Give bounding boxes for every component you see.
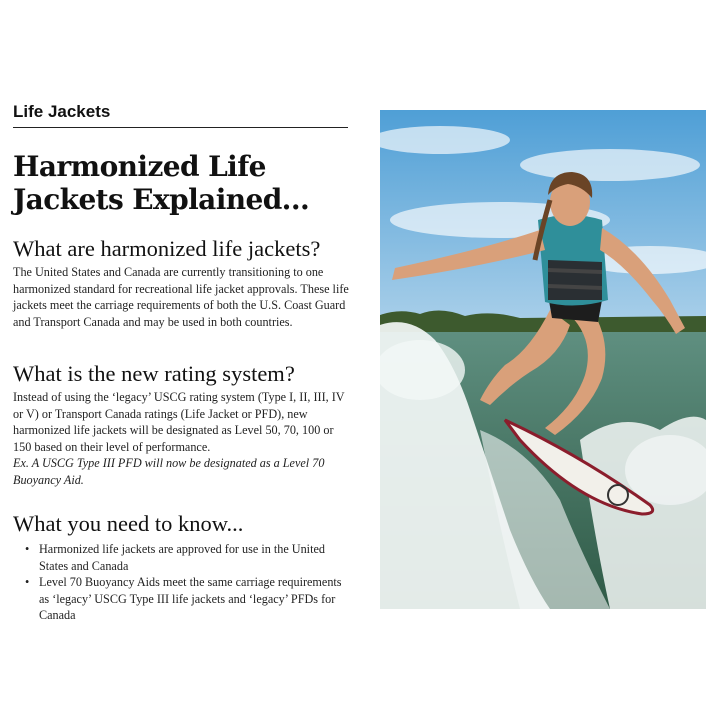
- section-label: Life Jackets: [13, 102, 111, 121]
- page-title: Harmonized Life Jackets Explained...: [13, 150, 310, 216]
- list-item: [24, 541, 344, 574]
- paragraph-what-are: The United States and Canada are currently transitioning to one harmonized standard for recreational life jacket approvals. These life jackets meet the carriage requirements of both the U.S. Coast Guard and Transport Canada and may be used in both countries.: [13, 265, 349, 329]
- heading-rating-system: What is the new rating system?: [13, 361, 295, 386]
- bullet-icon: •: [25, 575, 30, 589]
- list-item-text: Level 70 Buoyancy Aids meet the same carriage requirements as ‘legacy’ USCG Type III life jackets and ‘legacy’ PFDs for Canada: [39, 575, 342, 622]
- bullet-icon: •: [25, 542, 30, 556]
- list-item-text: Harmonized life jackets are approved for use in the United States and Canada: [39, 542, 325, 573]
- list-item: [24, 574, 344, 624]
- rating-system-body: Instead of using the ‘legacy’ USCG rating system (Type I, II, III, IV or V) or Transport Canada ratings (Life Jacket or PFD), new harmonized life jackets will be designated as Level 50, 70, 100 or 150 based on their level of performance.: [13, 390, 345, 454]
- heading-need-to-know: What you need to know...: [13, 511, 244, 536]
- need-to-know-list: [24, 541, 344, 624]
- heading-what-are: What are harmonized life jackets?: [13, 236, 321, 261]
- paragraph-rating-system: [13, 389, 353, 488]
- wakesurfer-photo: [380, 110, 706, 609]
- rating-example: Ex. A USCG Type III PFD will now be designated as a Level 70 Buoyancy Aid.: [13, 456, 325, 487]
- section-divider: [13, 127, 348, 128]
